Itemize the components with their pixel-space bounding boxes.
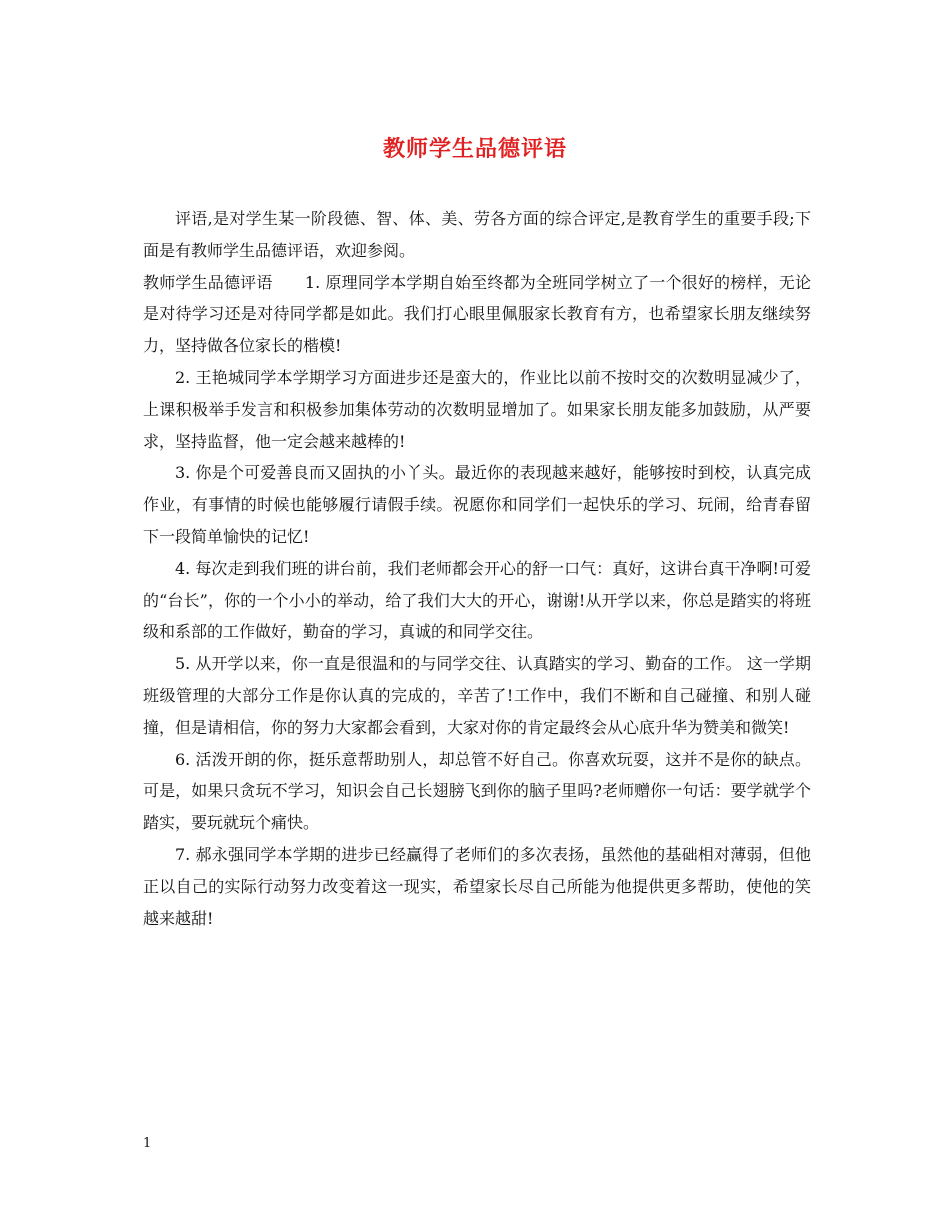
- document-body: [143, 203, 811, 934]
- paragraph-7: 7. 郝永强同学本学期的进步已经赢得了老师们的多次表扬，虽然他的基础相对薄弱，但他正以自己的实际行动努力改变着这一现实，希望家长尽自己所能为他提供更多帮助，使他的笑越来越甜!: [143, 844, 811, 928]
- page-number: 1: [143, 1136, 152, 1151]
- page-title: 教师学生品德评语: [382, 136, 567, 162]
- paragraph-1: 教师学生品德评语 1. 原理同学本学期自始至终都为全班同学树立了一个很好的榜样，无论是对待学习还是对待同学都是如此。我们打心眼里佩服家长教育有方，也希望家长朋友继续努力，坚持做各位家长的楷模!: [143, 272, 811, 356]
- paragraph-3: 3. 你是个可爱善良而又固执的小丫头。最近你的表现越来越好，能够按时到校，认真完成作业，有事情的时候也能够履行请假手续。祝愿你和同学们一起快乐的学习、玩闹，给青春留下一段简单愉快的记忆!: [143, 463, 811, 546]
- paragraph-6: 6. 活泼开朗的你，挺乐意帮助别人，却总管不好自己。你喜欢玩耍，这并不是你的缺点。可是，如果只贪玩不学习，知识会自己长翅膀飞到你的脑子里吗?老师赠你一句话：要学就学个踏实，要玩就玩个痛快。: [143, 749, 811, 833]
- paragraph-5: 5. 从开学以来，你一直是很温和的与同学交往、认真踏实的学习、勤奋的工作。 这一学期班级管理的大部分工作是你认真的完成的，辛苦了!工作中，我们不断和自己碰撞、和别人碰撞，但是请相信，你的努力大家都会看到，大家对你的肯定最终会从心底升华为赞美和微笑!: [143, 654, 811, 737]
- paragraph-2: 2. 王艳城同学本学期学习方面进步还是蛮大的，作业比以前不按时交的次数明显减少了，上课积极举手发言和积极参加集体劳动的次数明显增加了。如果家长朋友能多加鼓励，从严要求，坚持监督，他一定会越来越棒的!: [143, 367, 811, 451]
- paragraph-4: 4. 每次走到我们班的讲台前，我们老师都会开心的舒一口气：真好，这讲台真干净啊!可爱的“台长”，你的一个小小的举动，给了我们大大的开心，谢谢!从开学以来，你总是踏实的将班级和系部的工作做好，勤奋的学习，真诚的和同学交往。: [143, 558, 811, 642]
- intro-paragraph: 评语,是对学生某一阶段德、智、体、美、劳各方面的综合评定,是教育学生的重要手段;下面是有教师学生品德评语，欢迎参阅。: [143, 209, 811, 260]
